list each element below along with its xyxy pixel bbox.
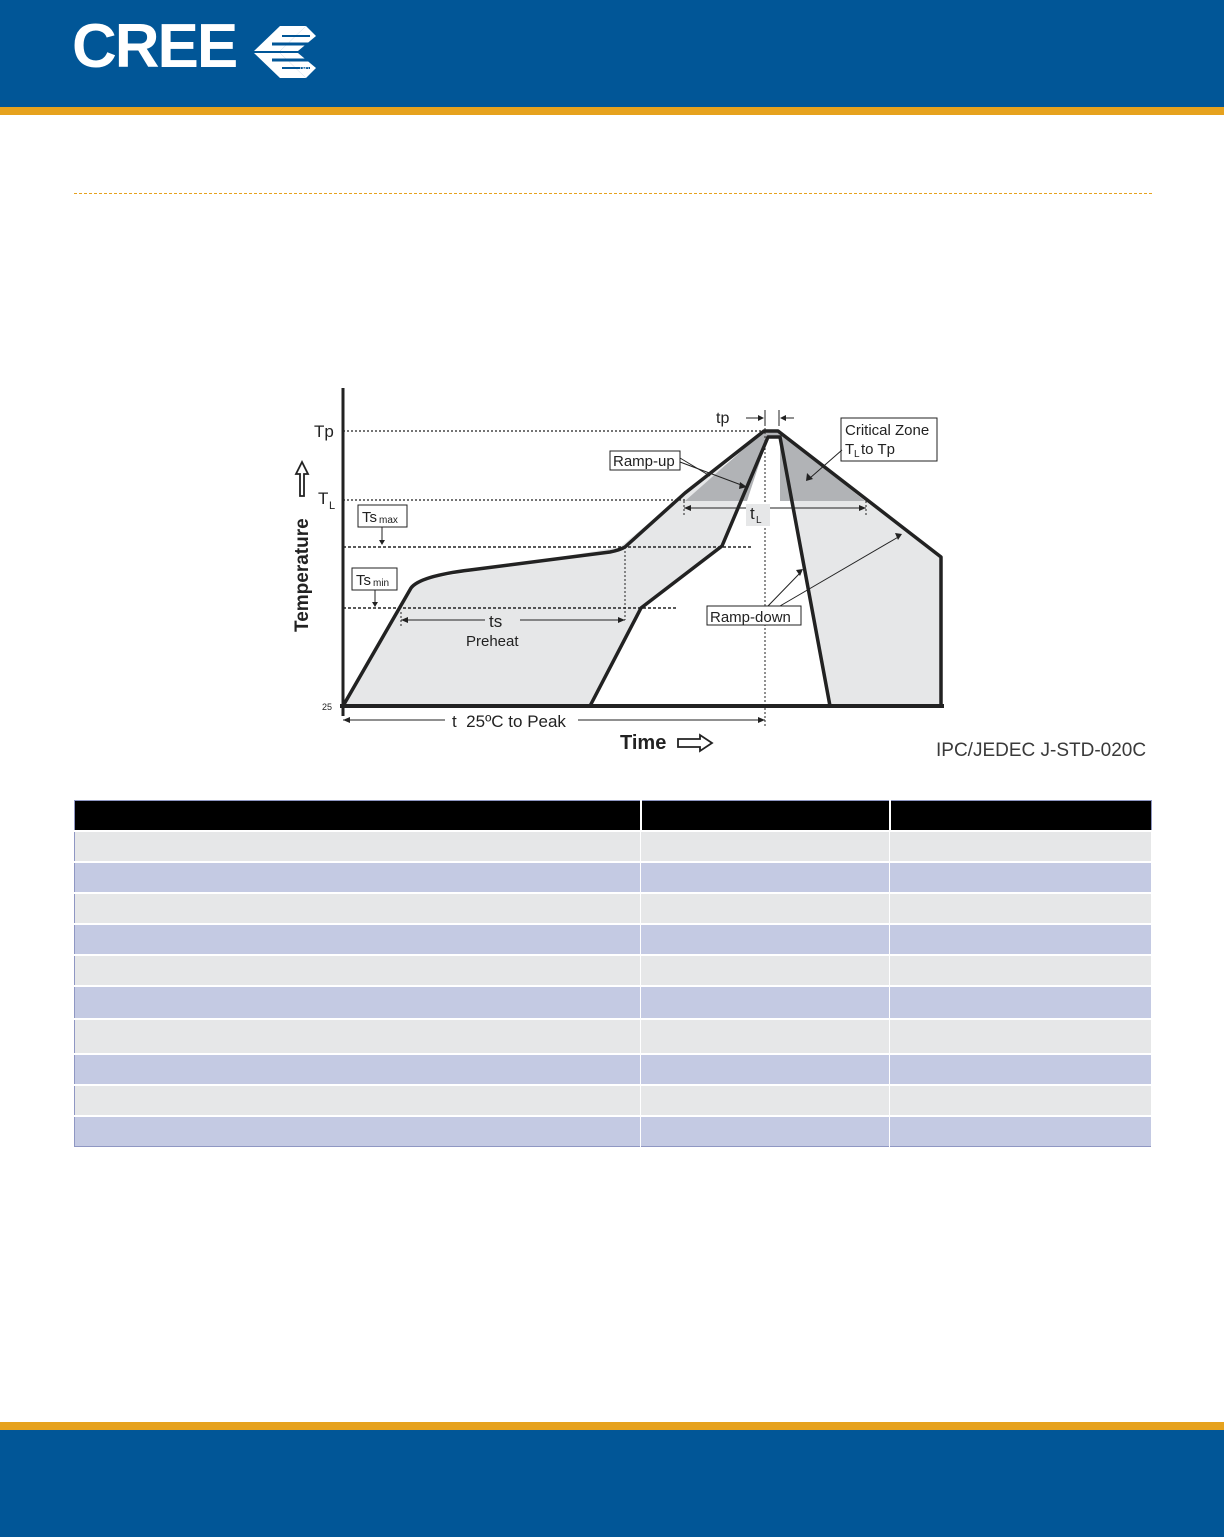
critical-zone-line2-rest: to Tp <box>861 441 895 458</box>
temperature-axis-label: Temperature <box>292 518 313 632</box>
tp-time-label: tp <box>716 410 730 427</box>
page-footer <box>0 1430 1224 1537</box>
tsmax-sub: max <box>379 515 398 526</box>
table-row <box>75 986 1152 1019</box>
tl-time-label: t <box>750 504 755 523</box>
tl-time-sub: L <box>756 515 762 526</box>
ramp-down-label: Ramp-down <box>710 609 791 626</box>
reflow-parameters-table <box>74 800 1152 1147</box>
preheat-label: Preheat <box>466 633 519 650</box>
section-divider <box>74 193 1152 194</box>
tsmin-label: Ts <box>356 572 371 589</box>
table-header-cell <box>890 801 1152 832</box>
tl-level-sub: L <box>329 500 336 512</box>
table-header-cell <box>75 801 641 832</box>
critical-zone-line2-sub: L <box>854 449 860 460</box>
tl-level-label: T <box>318 489 329 508</box>
table-row <box>75 1116 1152 1147</box>
table-header-row <box>75 801 1152 832</box>
tsmin-sub: min <box>373 578 390 589</box>
tsmax-label: Ts <box>362 509 377 526</box>
source-reference: IPC/JEDEC J-STD-020C <box>936 740 1147 761</box>
profile-band <box>343 432 941 706</box>
critical-zone-fill <box>685 431 865 501</box>
page-header <box>0 0 1224 107</box>
critical-zone-line1: Critical Zone <box>845 422 930 439</box>
ts-label: ts <box>489 612 503 631</box>
table-row <box>75 955 1152 986</box>
table-row <box>75 831 1152 862</box>
critical-zone-line2-t: T <box>845 441 855 458</box>
temp-25-label: 25 <box>322 702 333 712</box>
table-row <box>75 924 1152 955</box>
table-row <box>75 1085 1152 1116</box>
ramp-up-label: Ramp-up <box>613 453 675 470</box>
cree-chevron-mark <box>252 24 322 80</box>
footer-accent-stripe <box>0 1422 1224 1430</box>
reflow-profile-diagram <box>280 380 1160 770</box>
table-row <box>75 1054 1152 1085</box>
temperature-arrow-icon <box>296 462 308 496</box>
table-row <box>75 862 1152 893</box>
reflow-profile-svg <box>280 380 1160 770</box>
table-row <box>75 1019 1152 1054</box>
time-axis-label: Time <box>620 732 667 754</box>
table-header-cell <box>641 801 890 832</box>
time-arrow-icon <box>678 735 712 751</box>
registered-mark: ® <box>300 62 309 76</box>
table-row <box>75 893 1152 924</box>
tp-level-label: Tp <box>314 422 334 441</box>
t25-peak-label: t 25ºC to Peak <box>452 712 566 731</box>
header-accent-stripe <box>0 107 1224 115</box>
logo-wordmark: CREE <box>72 12 237 81</box>
